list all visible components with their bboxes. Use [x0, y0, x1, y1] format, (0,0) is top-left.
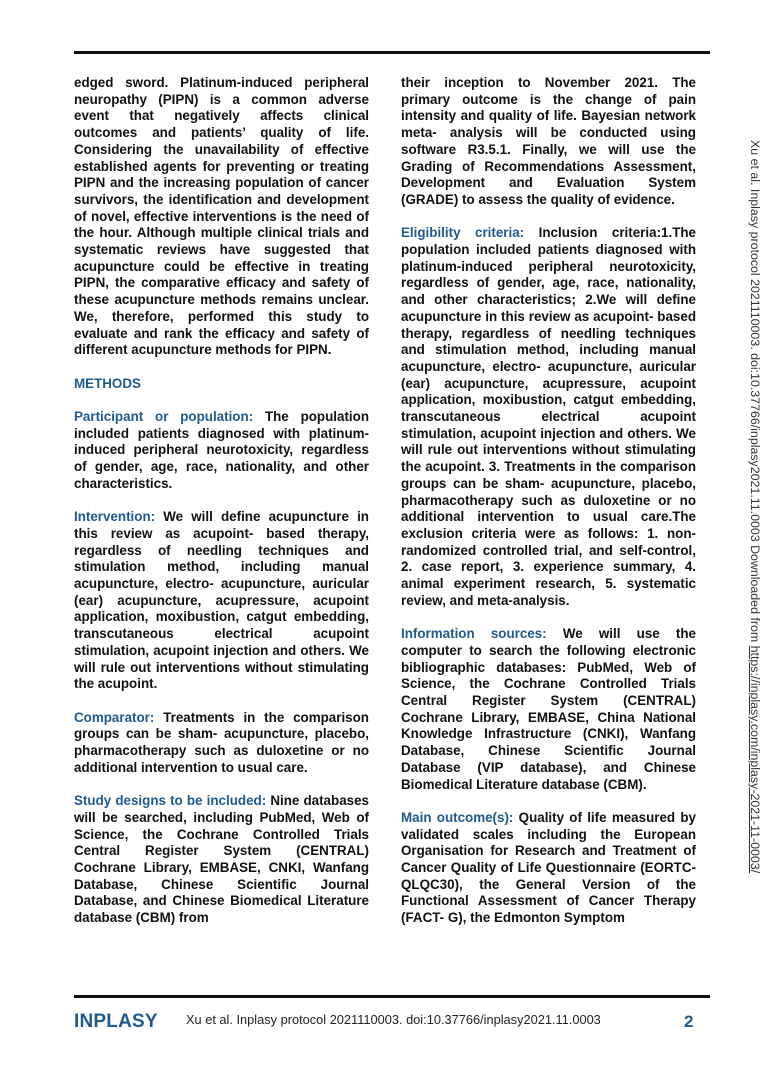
download-link[interactable]: https://inplasy.com/inplasy-2021-11-0003/ [748, 645, 762, 874]
section-main-outcomes [401, 810, 696, 927]
section-label: Information sources: [401, 626, 547, 642]
section-eligibility [401, 225, 696, 609]
side-download-note [748, 140, 762, 873]
section-information-sources [401, 626, 696, 793]
section-label: Study designs to be included: [74, 793, 267, 809]
footer-citation: Xu et al. Inplasy protocol 2021110003. doi:10.37766/inplasy2021.11.0003 [186, 1012, 601, 1027]
section-label: Participant or population: [74, 409, 254, 425]
footer-rule [74, 995, 710, 998]
section-text: We will use the computer to search the following electronic bibliographic databases: PubMed, Web of Science, the Cochrane Controlled Trials Central Register System (CENTRAL) Cochrane Library, EMBASE, China National Knowledge Infrastructure (CNKI), Wanfang Database, Chinese Scientific Journal Database (VIP database), and Chinese Biomedical Literature database (CBM). [401, 626, 696, 792]
left-column [74, 75, 369, 943]
section-text: Nine databases will be searched, including PubMed, Web of Science, the Cochrane Controlled Trials Central Register System (CENTRAL) Cochrane Library, EMBASE, CNKI, Wanfang Database, Chinese Scientific Journal Database, and Chinese Biomedical Literature database (CBM) from [74, 793, 369, 926]
section-label: Comparator: [74, 709, 155, 725]
section-text: The population included patients diagnosed with platinum-induced peripheral neurotoxicity, regardless of gender, age, race, nationality, and other characteristics. [74, 409, 370, 491]
section-text: Treatments in the comparison groups can be sham- acupuncture, placebo, pharmacotherapy such as duloxetine or no additional intervention to usual care. [74, 709, 369, 775]
section-intervention [74, 509, 369, 693]
section-text: Inclusion criteria:1.The population included patients diagnosed with platinum-induced peripheral neurotoxicity, regardless of gender, age, race, nationality, and other characteristics; 2.We will define acupuncture in this review as acupoint- based therapy, regardless of needling techniques and stimulation method, including manual acupuncture, electro- acupuncture, auricular (ear) acupuncture, acupressure, acupoint application, moxibustion, catgut embedding, transcutaneous electrical acupoint stimulation, acupoint injection and others. We will rule out interventions without stimulating the acupoint. 3. Treatments in the comparison groups can be sham- acupuncture, placebo, pharmacotherapy such as duloxetine or no additional intervention to usual care.The exclusion criteria were as follows: 1. non-randomized controlled trial, and self-control, 2. case report, 3. experience summary, 4. animal experiment research, 5. systematic review, and meta-analysis. [401, 225, 696, 608]
section-participants [74, 409, 369, 493]
methods-heading: METHODS [74, 375, 141, 391]
section-label: Eligibility criteria: [401, 225, 525, 241]
header-rule [74, 51, 710, 54]
side-note-text: Xu et al. Inplasy protocol 2021110003. doi:10.37766/inplasy2021.11.0003 Downloaded from [748, 140, 762, 646]
right-column [401, 75, 696, 944]
section-study-designs [74, 793, 369, 927]
intro-paragraph: edged sword. Platinum-induced peripheral neuropathy (PIPN) is a common adverse event that negatively affects clinical outcomes and patients’ quality of life. Considering the unavailability of effective established agents for preventing or treating PIPN and the increasing population of cancer survivors, the identification and development of novel, effective interventions is the need of the hour. Although multiple clinical trials and systematic reviews have suggested that acupuncture could be effective in treating PIPN, the comparative efficacy and safety of these acupuncture methods remains unclear. We, therefore, performed this study to evaluate and rank the efficacy and safety of different acupuncture methods for PIPN. [74, 75, 369, 358]
section-comparator [74, 710, 369, 777]
section-text: Quality of life measured by validated scales including the European Organisation for Research and Treatment of Cancer Quality of Life Questionnaire (EORTC- QLQC30), the General Version of the Functional Assessment of Cancer Therapy (FACT- G), the Edmonton Symptom [401, 809, 696, 926]
section-label: Intervention: [74, 509, 156, 525]
section-label: Main outcome(s): [401, 809, 514, 825]
continuation-paragraph: their inception to November 2021. The primary outcome is the change of pain intensity and quality of life. Bayesian network meta- analysis will be conducted using software R3.5.1. Finally, we will use the Grading of Recommendations Assessment, Development and Evaluation System (GRADE) to assess the quality of evidence. [401, 75, 696, 207]
footer-brand-logo: INPLASY [74, 1011, 158, 1032]
section-text: We will define acupuncture in this review as acupoint- based therapy, regardless of needling techniques and stimulation method, including manual acupuncture, electro- acupuncture, auricular (ear) acupuncture, acupressure, acupoint application, moxibustion, catgut embedding, transcutaneous electrical acupoint stimulation, acupoint injection and others. We will rule out interventions without stimulating the acupoint. [74, 509, 369, 692]
page-number: 2 [684, 1012, 694, 1031]
